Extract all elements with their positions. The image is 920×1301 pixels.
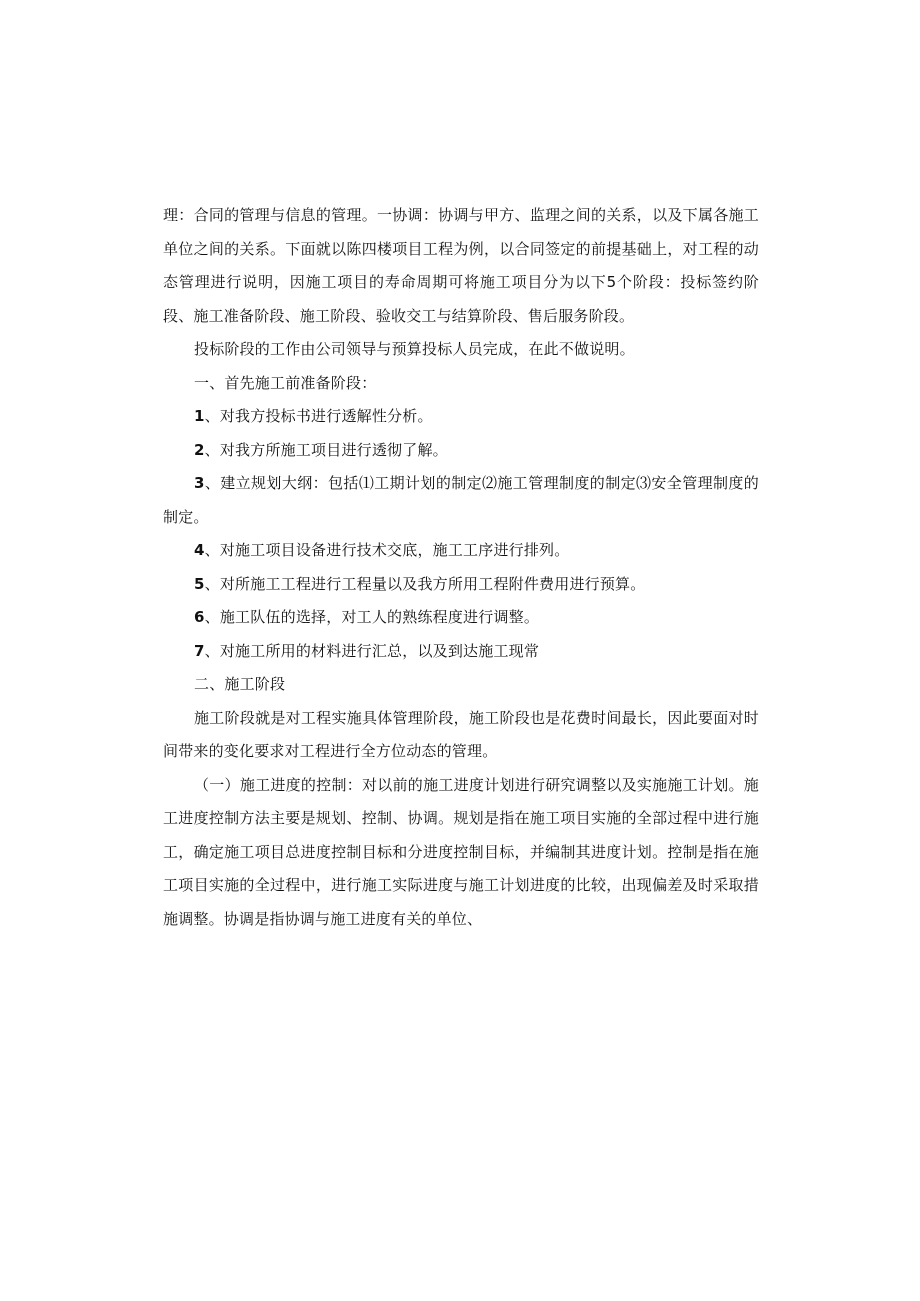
list-item-6 [163, 601, 759, 635]
list-number: 2 [194, 440, 205, 459]
list-item-3 [163, 467, 759, 534]
list-number: 1 [194, 407, 205, 425]
heading-preparation-stage: 一、首先施工前准备阶段： [194, 373, 377, 392]
list-item-7 [163, 635, 759, 669]
list-text: 、对我方所施工项目进行透彻了解。 [204, 440, 448, 459]
paragraph-bidding-stage: 投标阶段的工作由公司领导与预算投标人员完成，在此不做说明。 [194, 340, 635, 358]
list-number: 7 [194, 641, 205, 660]
list-text: 、建立规划大纲：包括⑴工期计划的制定⑵施工管理制度的制定⑶安全管理制度的制定。 [163, 474, 759, 526]
list-item-4 [163, 534, 759, 568]
paragraph-contract-management: 理：合同的管理与信息的管理。一协调：协调与甲方、监理之间的关系，以及下属各施工单位之间的关系。下面就以陈四楼项目工程为例，以合同签定的前提基础上，对工程的动态管理进行说明，因施工项目的寿命周期可将施工项目分为以下5个阶段：投标签约阶段、施工准备阶段、施工阶段、验收交工与结算阶段、售后服务阶段。 [163, 206, 759, 325]
list-item-1 [163, 400, 759, 434]
list-text: 、对施工所用的材料进行汇总，以及到达施工现常 [204, 641, 540, 660]
list-number: 5 [194, 574, 205, 593]
paragraph-schedule-control: （一）施工进度的控制：对以前的施工进度计划进行研究调整以及实施施工计划。施工进度控制方法主要是规划、控制、协调。规划是指在施工项目实施的全部过程中进行施工，确定施工项目总进度控制目标和分进度控制目标，并编制其进度计划。控制是指在施工项目实施的全过程中，进行施工实际进度与施工计划进度的比较，出现偏差及时采取措施调整。协调是指协调与施工进度有关的单位、 [163, 775, 759, 928]
list-item-5 [163, 568, 759, 602]
paragraph-construction-management: 施工阶段就是对工程实施具体管理阶段，施工阶段也是花费时间最长，因此要面对时间带来的变化要求对工程进行全方位动态的管理。 [163, 708, 759, 760]
list-number: 3 [194, 474, 205, 492]
list-item-2 [163, 434, 759, 468]
list-number: 6 [194, 608, 205, 626]
document-body [163, 199, 759, 936]
list-number: 4 [194, 541, 205, 559]
heading-construction-stage: 二、施工阶段 [194, 675, 286, 693]
list-text: 、对我方投标书进行透解性分析。 [204, 407, 433, 425]
list-text: 、对施工项目设备进行技术交底，施工工序进行排列。 [204, 541, 570, 559]
list-text: 、对所施工工程进行工程量以及我方所用工程附件费用进行预算。 [204, 574, 646, 593]
list-text: 、施工队伍的选择，对工人的熟练程度进行调整。 [204, 608, 540, 626]
